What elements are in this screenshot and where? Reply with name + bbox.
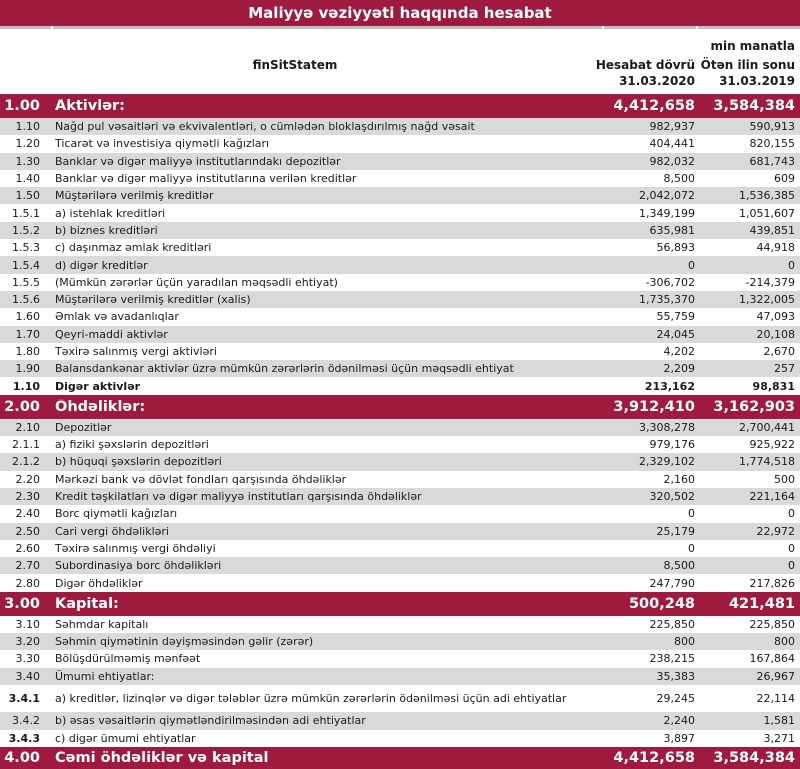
row-value-previous: -214,379: [745, 275, 795, 289]
row-code: 1.30: [15, 154, 40, 168]
row-value-previous: 0: [788, 559, 795, 573]
row-code: 2.00: [4, 398, 40, 415]
row-value-current: 1,735,370: [639, 293, 695, 307]
table-body: [0, 94, 800, 769]
current-period-date: 31.03.2020: [619, 74, 695, 88]
row-code: 1.5.4: [12, 258, 40, 272]
table-row: [0, 170, 800, 187]
row-value-current: 55,759: [656, 310, 695, 324]
row-label: Subordinasiya borc öhdəlikləri: [55, 559, 222, 573]
previous-period-date: 31.03.2019: [719, 74, 795, 88]
table-row: [0, 453, 800, 470]
row-value-previous: 221,164: [749, 490, 795, 504]
row-code: 2.50: [15, 524, 40, 538]
row-label: Kredit təşkilatları və digər maliyyə institutları qarşısında öhdəliklər: [55, 490, 422, 504]
table-row: [0, 690, 800, 707]
row-value-previous: 609: [774, 172, 795, 186]
table-row: [0, 650, 800, 667]
table-row: [0, 274, 800, 291]
row-value-current: 29,245: [656, 692, 695, 706]
row-value-previous: 681,743: [749, 154, 795, 168]
current-period-header: Hesabat dövrü: [595, 58, 695, 72]
row-value-previous: 167,864: [749, 652, 795, 666]
row-label: c) digər ümumi ehtiyatlar: [55, 731, 196, 745]
row-value-current: 979,176: [649, 438, 695, 452]
row-label: Digər aktivlər: [55, 379, 141, 393]
row-value-current: 25,179: [656, 524, 695, 538]
row-label: Müştərilərə verilmiş kreditlər: [55, 189, 214, 203]
table-row: [0, 557, 800, 574]
row-value-previous: 26,967: [756, 669, 795, 683]
row-value-previous: 590,913: [749, 120, 795, 134]
row-label: Nağd pul vəsaitləri və ekvivalentləri, o cümlədən bloklaşdırılmış nağd vəsait: [55, 120, 475, 134]
row-label: Əmlak və avadanlıqlar: [55, 310, 179, 324]
table-row: [0, 395, 800, 419]
row-value-current: 4,202: [663, 345, 695, 358]
row-value-current: 4,412,658: [613, 98, 695, 114]
table-row: [0, 308, 800, 325]
row-label: Öhdəliklər:: [55, 398, 146, 415]
row-value-previous: 217,826: [749, 576, 795, 590]
row-code: 1.00: [4, 98, 40, 114]
table-row: [0, 291, 800, 308]
row-value-previous: 3,271: [763, 731, 795, 745]
row-code: 3.20: [15, 635, 40, 649]
unit-note: min manatla: [710, 39, 795, 53]
row-value-current: 0: [688, 507, 695, 521]
row-value-current: 982,032: [649, 154, 695, 168]
table-row: [0, 326, 800, 343]
row-label: b) hüquqi şəxslərin depozitləri: [55, 455, 222, 469]
row-value-current: 247,790: [649, 576, 695, 590]
table-row: [0, 747, 800, 769]
row-label: a) istehlak kreditləri: [55, 206, 166, 220]
row-value-current: 8,500: [663, 172, 695, 186]
row-value-previous: 20,108: [756, 327, 795, 341]
report-title: Maliyyə vəziyyəti haqqında hesabat: [0, 0, 800, 26]
row-value-previous: 925,922: [749, 438, 795, 452]
row-label: b) biznes kreditləri: [55, 223, 158, 237]
row-value-previous: 1,774,518: [739, 455, 795, 469]
row-value-previous: 257: [774, 362, 795, 376]
row-value-previous: 1,322,005: [739, 293, 795, 307]
row-value-current: 24,045: [656, 327, 695, 341]
row-value-previous: 0: [788, 541, 795, 555]
row-code: 1.5.1: [12, 206, 40, 220]
row-code: 3.00: [4, 595, 40, 612]
table-row: [0, 712, 800, 729]
row-label: Depozitlər: [55, 420, 112, 434]
row-value-current: 1,349,199: [639, 206, 695, 220]
row-value-previous: 0: [788, 507, 795, 521]
row-label: Bölüşdürülməmiş mənfəət: [55, 652, 201, 666]
row-value-previous: 800: [774, 635, 795, 649]
divider-segment: [604, 26, 696, 29]
row-value-current: 635,981: [649, 223, 695, 237]
row-code: 2.10: [15, 420, 40, 434]
row-code: 2.1.2: [12, 455, 40, 469]
row-label: Səhmin qiymətinin dəyişməsindən gəlir (zərər): [55, 635, 314, 649]
table-row: [0, 222, 800, 239]
divider-segment: [698, 26, 800, 29]
row-code: 1.50: [15, 189, 40, 203]
table-row: [0, 505, 800, 522]
row-code: 1.40: [15, 172, 40, 186]
table-row: [0, 343, 800, 360]
row-value-previous: 225,850: [749, 617, 795, 631]
row-value-current: 213,162: [644, 379, 695, 393]
row-value-current: 2,240: [663, 714, 695, 728]
previous-period-header: Ötən ilin sonu: [700, 58, 795, 72]
row-code: 1.90: [15, 362, 40, 376]
row-label: Kapital:: [55, 595, 119, 612]
row-value-previous: 2,670: [763, 345, 795, 358]
divider-segment: [53, 26, 602, 29]
table-row: [0, 256, 800, 273]
row-label: c) daşınmaz əmlak kreditləri: [55, 241, 212, 255]
row-code: 3.10: [15, 617, 40, 631]
table-row: [0, 633, 800, 650]
table-row: [0, 592, 800, 616]
row-label: Təxirə salınmış vergi aktivləri: [55, 345, 217, 358]
row-value-previous: 1,536,385: [739, 189, 795, 203]
row-code: 1.60: [15, 310, 40, 324]
column-header-dates: [0, 73, 800, 90]
row-value-current: 56,893: [656, 241, 695, 255]
row-code: 1.5.5: [12, 275, 40, 289]
table-row: [0, 730, 800, 747]
row-label: d) digər kreditlər: [55, 258, 148, 272]
row-value-previous: 1,051,607: [739, 206, 795, 220]
row-code: 1.20: [15, 137, 40, 151]
table-row: [0, 94, 800, 118]
table-row: [0, 153, 800, 170]
row-code: 1.80: [15, 345, 40, 358]
row-code: 2.70: [15, 559, 40, 573]
row-code: 1.5.6: [12, 293, 40, 307]
table-row: [0, 377, 800, 394]
row-value-current: 320,502: [649, 490, 695, 504]
row-value-current: 0: [688, 258, 695, 272]
row-code: 2.1.1: [12, 438, 40, 452]
row-label: Aktivlər:: [55, 98, 125, 114]
table-row: [0, 540, 800, 557]
row-label: Banklar və digər maliyyə institutlarındakı depozitlər: [55, 154, 341, 168]
table-row: [0, 574, 800, 591]
row-value-previous: 47,093: [756, 310, 795, 324]
table-row: [0, 360, 800, 377]
grid-divider: [0, 26, 800, 30]
row-value-current: 35,383: [656, 669, 695, 683]
table-row: [0, 187, 800, 204]
row-code: 1.10: [12, 379, 40, 393]
row-label: Balansdankənar aktivlər üzrə mümkün zərərlərin ödənilməsi üçün məqsədli ehtiyat: [55, 362, 514, 376]
row-code: 2.40: [15, 507, 40, 521]
row-label: Banklar və digər maliyyə institutlarına verilən kreditlər: [55, 172, 357, 186]
table-row: [0, 668, 800, 685]
row-value-previous: 2,700,441: [739, 420, 795, 434]
row-value-current: 238,215: [649, 652, 695, 666]
table-row: [0, 436, 800, 453]
row-value-current: 2,329,102: [639, 455, 695, 469]
row-value-current: -306,702: [645, 275, 695, 289]
row-label: Ümumi ehtiyatlar:: [55, 669, 155, 683]
row-value-current: 2,160: [663, 472, 695, 486]
row-label: (Mümkün zərərlər üçün yaradılan məqsədli ehtiyat): [55, 275, 338, 289]
row-code: 1.5.3: [12, 241, 40, 255]
statement-id-label: finSitStatem: [252, 58, 338, 72]
row-value-current: 404,441: [649, 137, 695, 151]
table-row: [0, 419, 800, 436]
row-code: 3.30: [15, 652, 40, 666]
row-code: 3.4.1: [8, 692, 40, 706]
row-code: 2.80: [15, 576, 40, 590]
row-label: Mərkəzi bank və dövlət fondları qarşısında öhdəliklər: [55, 472, 347, 486]
row-value-current: 800: [674, 635, 695, 649]
row-code: 2.20: [15, 472, 40, 486]
row-code: 3.4.3: [8, 731, 40, 745]
row-code: 2.30: [15, 490, 40, 504]
row-label: Müştərilərə verilmiş kreditlər (xalis): [55, 293, 251, 307]
row-label: a) kreditlər, lizinqlər və digər tələblər üzrə mümkün zərərlərin ödənilməsi üçün adi ehtiyatlar: [55, 692, 567, 706]
row-code: 1.70: [15, 327, 40, 341]
row-label: Digər öhdəliklər: [55, 576, 143, 590]
row-code: 1.5.2: [12, 223, 40, 237]
row-code: 3.4.2: [12, 714, 40, 728]
row-value-current: 500,248: [628, 595, 695, 612]
row-label: Təxirə salınmış vergi öhdəliyi: [55, 541, 216, 555]
row-value-previous: 22,114: [756, 692, 795, 706]
table-row: [0, 471, 800, 488]
row-value-current: 8,500: [663, 559, 695, 573]
row-value-current: 3,308,278: [639, 420, 695, 434]
table-row: [0, 204, 800, 221]
row-label: Cəmi öhdəliklər və kapital: [55, 749, 269, 766]
row-label: Qeyri-maddi aktivlər: [55, 327, 168, 341]
row-value-previous: 3,162,903: [713, 398, 795, 415]
row-value-previous: 1,581: [763, 714, 795, 728]
row-label: Ticarət və investisiya qiymətli kağızları: [55, 137, 270, 151]
row-value-current: 4,412,658: [613, 749, 695, 766]
row-value-previous: 44,918: [756, 241, 795, 255]
row-value-current: 0: [688, 541, 695, 555]
row-code: 3.40: [15, 669, 40, 683]
table-row: [0, 616, 800, 633]
table-row: [0, 135, 800, 152]
row-value-previous: 421,481: [728, 595, 795, 612]
row-label: Cari vergi öhdəlikləri: [55, 524, 169, 538]
row-value-previous: 820,155: [749, 137, 795, 151]
row-code: 1.10: [15, 120, 40, 134]
row-value-previous: 98,831: [752, 379, 795, 393]
row-value-previous: 3,584,384: [713, 98, 795, 114]
table-row: [0, 118, 800, 135]
row-label: b) əsas vəsaitlərin qiymətləndirilməsindən adi ehtiyatlar: [55, 714, 366, 728]
row-code: 4.00: [4, 749, 40, 766]
table-row: [0, 239, 800, 256]
row-value-current: 2,042,072: [639, 189, 695, 203]
row-value-previous: 500: [774, 472, 795, 486]
table-row: [0, 523, 800, 540]
row-value-previous: 439,851: [749, 223, 795, 237]
row-code: 2.60: [15, 541, 40, 555]
row-label: Borc qiymətli kağızları: [55, 507, 178, 521]
divider-segment: [0, 26, 51, 29]
row-value-current: 3,897: [663, 731, 695, 745]
table-row: [0, 488, 800, 505]
column-headers: [0, 57, 800, 73]
row-label: a) fiziki şəxslərin depozitləri: [55, 438, 209, 452]
row-value-current: 225,850: [649, 617, 695, 631]
row-value-previous: 3,584,384: [713, 749, 795, 766]
row-value-current: 982,937: [649, 120, 695, 134]
row-value-current: 2,209: [663, 362, 695, 376]
row-value-previous: 22,972: [756, 524, 795, 538]
row-value-current: 3,912,410: [613, 398, 695, 415]
spacer: [0, 73, 590, 90]
row-label: Səhmdar kapitalı: [55, 617, 149, 631]
row-value-previous: 0: [788, 258, 795, 272]
